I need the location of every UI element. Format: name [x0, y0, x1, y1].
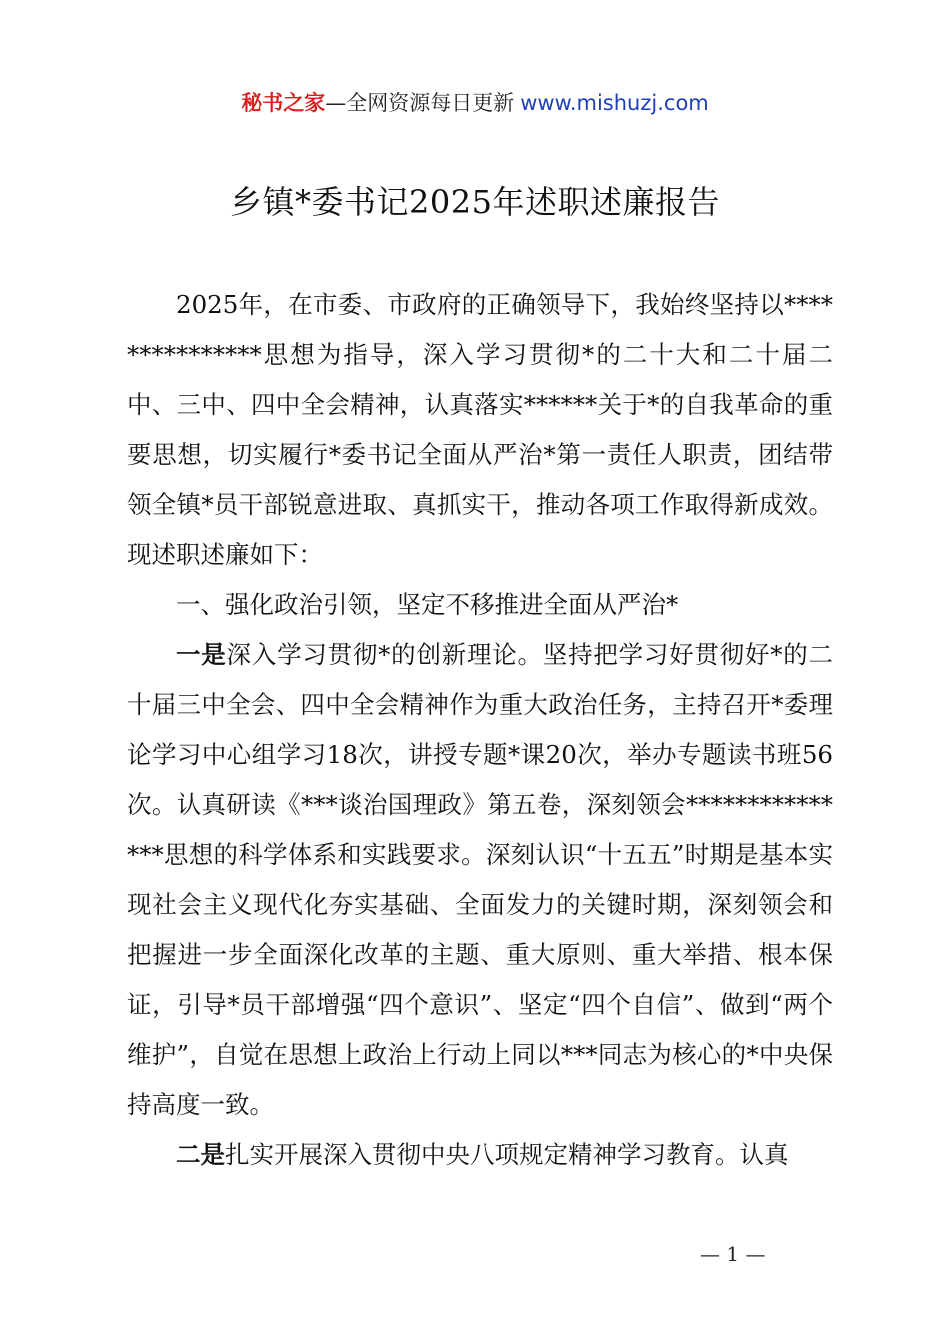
document-body	[127, 280, 833, 1180]
item-text-1: 深入学习贯彻*的创新理论。坚持把学习好贯彻好*的二十届三中全会、四中全会精神作为重大政治任务，主持召开*委理论学习中心组学习18次，讲授专题*课20次，举办专题读书班56次。认真研读《***谈治国理政》第五卷，深刻领会***************思想的科学体系和实践要求。深刻认识“十五五”时期是基本实现社会主义现代化夯实基础、全面发力的关键时期，深刻领会和把握进一步全面深化改革的主题、重大原则、重大举措、根本保证，引导*员干部增强“四个意识”、坚定“四个自信”、做到“两个维护”，自觉在思想上政治上行动上同以***同志为核心的*中央保持高度一致。	[127, 640, 834, 1119]
banner-url-link[interactable]: www.mishuzj.com	[520, 91, 709, 115]
page-number: — 1 —	[700, 1242, 766, 1266]
section-heading-1: 一、强化政治引领，坚定不移推进全面从严治*	[176, 590, 679, 619]
banner-tagline: —全网资源每日更新	[325, 91, 515, 115]
item-paragraph-2	[127, 1130, 833, 1180]
item-lead-1: 一是	[176, 640, 227, 669]
item-lead-2: 二是	[176, 1140, 225, 1169]
item-paragraph-1	[127, 630, 833, 1130]
intro-paragraph: 2025年，在市委、市政府的正确领导下，我始终坚持以***************思想为指导，深入学习贯彻*的二十大和二十届二中、三中、四中全会精神，认真落实******关于*的自我革命的重要思想，切实履行*委书记全面从严治*第一责任人职责，团结带领全镇*员干部锐意进取、真抓实干，推动各项工作取得新成效。现述职述廉如下：	[127, 290, 833, 569]
item-text-2: 扎实开展深入贯彻中央八项规定精神学习教育。认真	[225, 1140, 789, 1169]
site-banner	[0, 88, 950, 118]
brand-name: 秘书之家	[241, 91, 326, 115]
document-title: 乡镇*委书记2025年述职述廉报告	[230, 183, 720, 221]
